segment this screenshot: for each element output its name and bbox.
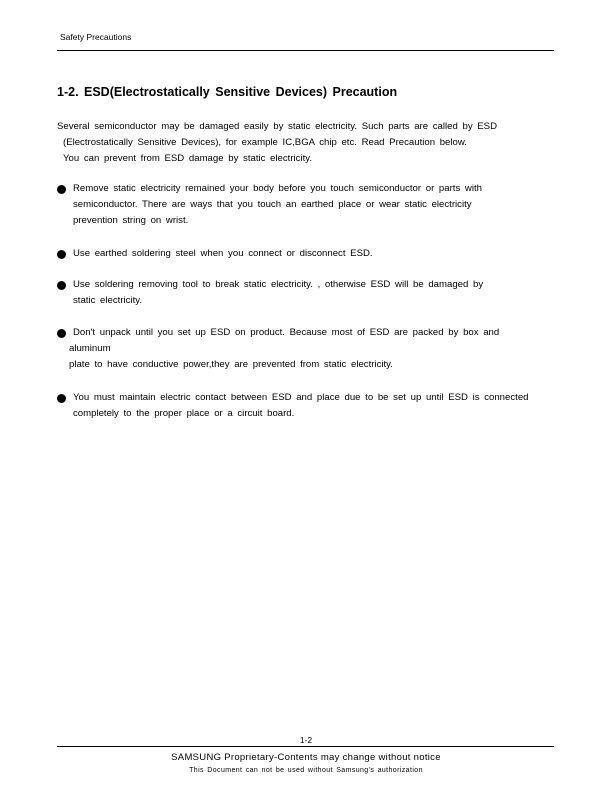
bullet-5-line-2: completely to the proper place or a circuit board. (73, 408, 295, 419)
page-number: 1-2 (299, 735, 313, 745)
bullet-4-line-3: plate to have conductive power,they are prevented from static electricity. (69, 359, 393, 370)
bullet-icon (57, 329, 66, 338)
bullet-3-line-1: Use soldering removing tool to break static electricity. , otherwise ESD will be damaged by (73, 279, 484, 290)
bullet-2-line-1: Use earthed soldering steel when you connect or disconnect ESD. (73, 248, 373, 259)
bullet-icon (57, 250, 66, 259)
bullet-1-line-1: Remove static electricity remained your body before you touch semiconductor or parts with (73, 183, 482, 194)
bullet-icon (57, 185, 66, 194)
intro-line-2: (Electrostatically Sensitive Devices), for example IC,BGA chip etc. Read Precaution below. (63, 137, 467, 148)
intro-line-3: You can prevent from ESD damage by static electricity. (63, 153, 313, 164)
bullet-1-line-3: prevention string on wrist. (73, 215, 189, 226)
footer-authorization: This Document can not be used without Samsung's authorization (189, 767, 423, 774)
bullet-4-line-1: Don't unpack until you set up ESD on product. Because most of ESD are packed by box and (73, 327, 500, 338)
bullet-5-line-1: You must maintain electric contact between ESD and place due to be set up until ESD is connected (73, 392, 529, 403)
header-divider (57, 50, 554, 51)
intro-line-1: Several semiconductor may be damaged easily by static electricity. Such parts are called by ESD (57, 121, 498, 132)
bullet-icon (57, 281, 66, 290)
footer-notice: SAMSUNG Proprietary-Contents may change without notice (171, 752, 441, 763)
bullet-1-line-2: semiconductor. There are ways that you touch an earthed place or wear static electricity (73, 199, 472, 210)
bullet-4-line-2: aluminum (69, 343, 111, 354)
bullet-icon (57, 394, 66, 403)
bullet-3-line-2: static electricity. (73, 295, 142, 306)
running-header: Safety Precautions (60, 32, 132, 42)
footer-divider (57, 746, 554, 747)
section-title: 1-2. ESD(Electrostatically Sensitive Devices) Precaution (57, 85, 398, 99)
